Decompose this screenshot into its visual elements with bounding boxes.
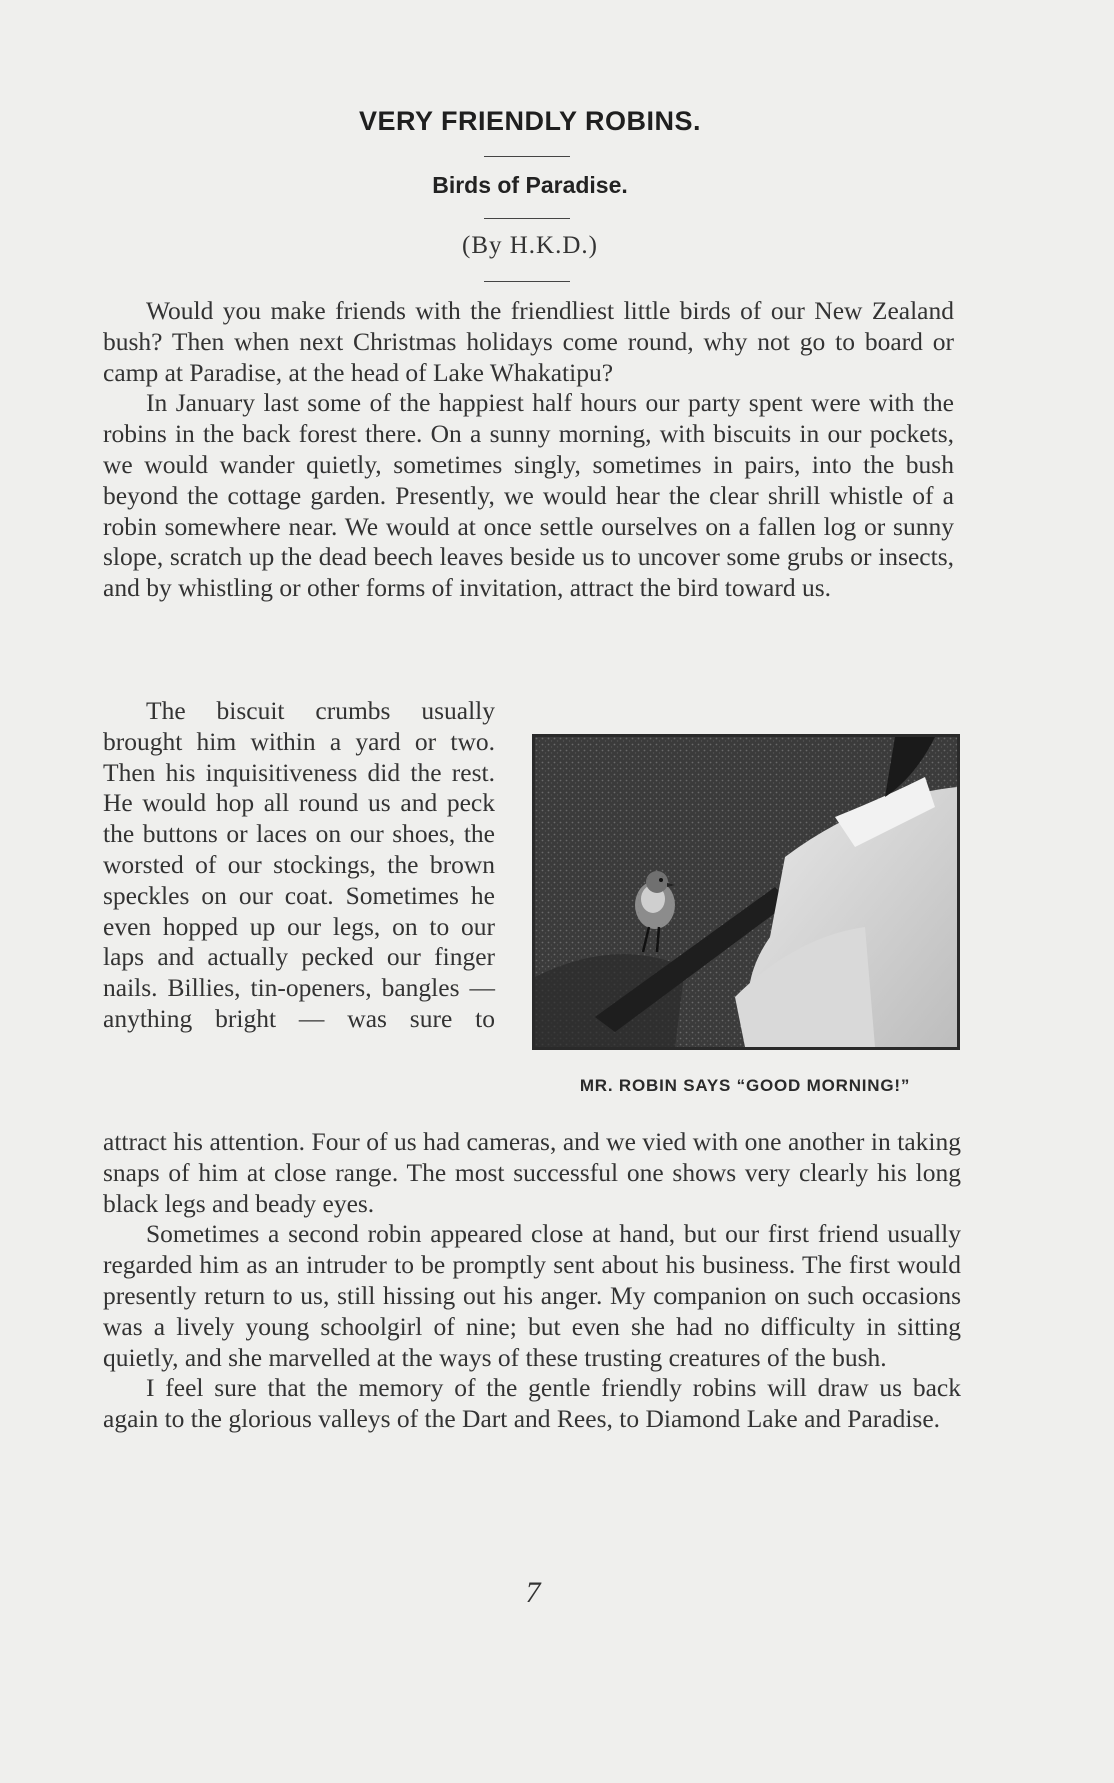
robin-photo-illustration [535,737,957,1047]
paragraph-2: In January last some of the happiest half hours our party spent were with the robins in the back forest there. On a sunny morning, with biscuits in our pockets, we would wander quietly, sometimes singly, sometimes in pairs, into the bush beyond the cottage garden. Presently, we would hear the clear shrill whistle of a robin somewhere near. We would at once settle ourselves on a fallen log or sunny slope, scratch up the dead beech leaves beside us to uncover some grubs or insects, and by whistling or other forms of invitation, attract the bird toward us. [103,388,954,603]
photo-caption: MR. ROBIN SAYS “GOOD MORNING!” [579,1076,911,1095]
paragraph-5: I feel sure that the memory of the gentle friendly robins will draw us back again to the glorious valleys of the Dart and Rees, to Diamond Lake and Paradise. [103,1373,961,1434]
page-number: 7 [525,1576,541,1609]
body-text-bottom [103,1127,961,1435]
paragraph-4: Sometimes a second robin appeared close at hand, but our first friend usually regarded him as an intruder to be promptly sent about his business. The first would presently return to us, still hissing out his anger. My companion on such occasions was a lively young schoolgirl of nine; but even she had no difficulty in sitting quietly, and she marvelled at the ways of these trusting creatures of the bush. [103,1219,961,1372]
paragraph-1: Would you make friends with the friendliest little birds of our New Zealand bush? Then when next Christmas holidays come round, why not go to board or camp at Paradise, at the head of Lake Whakatipu? [103,296,954,387]
paragraph-3-wrapped: The biscuit crumbs usually brought him within a yard or two. Then his inquisitiveness did the rest. He would hop all round us and peck the buttons or laces on our shoes, the worsted of our stockings, the brown speckles on our coat. Sometimes he even hopped up our legs, on to our laps and actually pecked our finger nails. Billies, tin-openers, bangles — anything bright — was sure to [103,696,495,1033]
subtitle-divider [484,218,570,219]
body-text-wrapped-column [103,696,495,1035]
article-byline: (By H.K.D.) [462,232,598,259]
robin-photograph [532,734,960,1050]
article-subtitle: Birds of Paradise. [432,172,628,198]
paragraph-3-continued: attract his attention. Four of us had cameras, and we vied with one another in taking snaps of him at close range. The most successful one shows very clearly his long black legs and beady eyes. [103,1127,961,1218]
body-text-top [103,296,954,604]
title-divider [484,156,570,157]
article-title: VERY FRIENDLY ROBINS. [358,106,702,136]
byline-divider [484,281,570,282]
